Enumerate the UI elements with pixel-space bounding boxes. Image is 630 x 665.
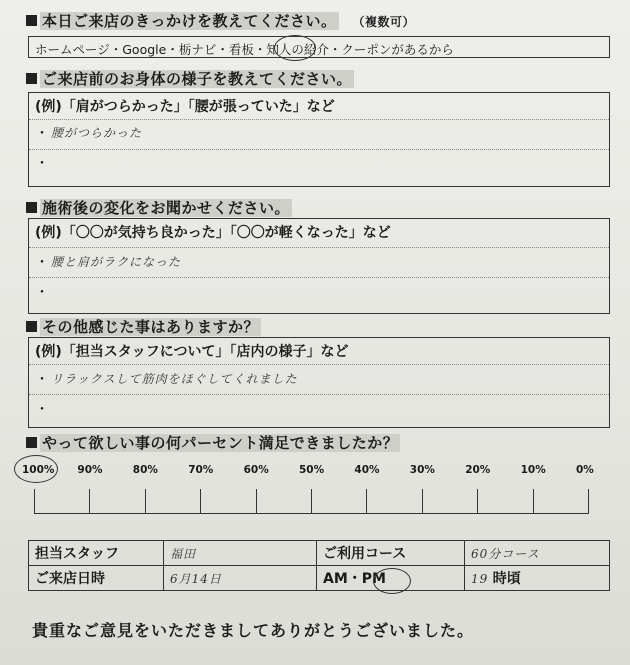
scale-label: 40% [354,464,380,476]
date-handwritten-value: 6月14日 [170,571,222,586]
q4-handwritten-answer: リラックスして筋肉をほぐしてくれました [51,372,298,386]
scale-label: 30% [409,464,435,476]
q4-title: その他感じた事はありますか？ [26,316,261,337]
scale-label: 20% [465,464,491,476]
closing-message: 貴重なご意見をいただきましてありがとうございました。 [32,621,475,640]
divider [29,394,609,395]
bullet: ・ [35,255,49,271]
selection-circle-icon [274,35,316,61]
scale-tick[interactable] [533,489,534,514]
scale-label: 90% [77,464,103,476]
ampm-selector[interactable]: AM・PM [317,566,465,591]
scale-baseline [34,513,588,514]
scale-tick[interactable] [200,489,201,514]
q3-title: 施術後の変化をお聞かせください。 [26,197,292,218]
scale-label: 0% [576,464,594,476]
divider [29,364,609,365]
scale-tick[interactable] [588,489,589,514]
scale-label: 10% [520,464,546,476]
q4-answer-box[interactable] [28,337,610,428]
bullet: ・ [35,285,49,301]
staff-label: 担当スタッフ [29,541,164,566]
q1-title: 本日ご来店のきっかけを教えてください。 （複数可） [26,10,415,31]
q1-options[interactable]: ホームページ・Google・栃ナビ・看板・知人の紹介・クーポンがあるから [28,36,610,58]
q2-title: ご来店前のお身体の様子を教えてください。 [26,68,354,89]
q2-handwritten-answer: 腰がつらかった [51,126,143,140]
date-label: ご来店日時 [29,566,164,591]
bullet: ・ [35,156,49,172]
q1-note: （複数可） [358,15,416,29]
bullet: ・ [35,126,49,142]
square-bullet-icon [26,73,37,84]
divider [29,247,609,248]
scale-tick[interactable] [89,489,90,514]
scale-label: 50% [299,464,325,476]
q3-answer-box[interactable] [28,218,610,314]
divider [29,277,609,278]
hour-suffix: 時頃 [492,571,521,587]
scale-label: 70% [188,464,214,476]
q2-answer-box[interactable] [28,92,610,187]
q2-example: (例)「肩がつらかった」「腰が張っていた」など [35,99,335,115]
scale-tick[interactable] [145,489,146,514]
scale-tick[interactable] [477,489,478,514]
square-bullet-icon [26,202,37,213]
hour-handwritten-value: 19 [471,572,489,586]
course-label: ご利用コース [317,541,465,566]
scale-label: 60% [243,464,269,476]
bullet: ・ [35,372,49,388]
table-row [29,566,610,591]
scale-tick[interactable] [34,489,35,514]
course-field[interactable] [465,541,610,566]
time-field[interactable] [465,566,610,591]
q3-handwritten-answer: 腰と肩がラクになった [51,255,182,269]
q5-title: やって欲しい事の何パーセント満足できましたか？ [26,432,400,453]
selection-circle-icon [14,455,58,483]
scale-label: 80% [132,464,158,476]
square-bullet-icon [26,437,37,448]
square-bullet-icon [26,15,37,26]
table-row [29,541,610,566]
divider [29,119,609,120]
q3-example: (例)「〇〇が気持ち良かった」「〇〇が軽くなった」など [35,225,391,241]
selection-circle-icon [373,568,411,594]
visit-info-table [28,540,610,591]
staff-field[interactable] [164,541,317,566]
date-field[interactable] [164,566,317,591]
divider [29,149,609,150]
scale-label: 100% [22,464,55,476]
bullet: ・ [35,402,49,418]
square-bullet-icon [26,321,37,332]
staff-handwritten-value: 福田 [170,546,197,561]
scale-tick[interactable] [311,489,312,514]
q4-example: (例)「担当スタッフについて」「店内の様子」など [35,344,349,360]
course-handwritten-value: 60分コース [471,546,540,561]
scale-tick[interactable] [422,489,423,514]
scale-tick[interactable] [366,489,367,514]
scale-tick[interactable] [256,489,257,514]
